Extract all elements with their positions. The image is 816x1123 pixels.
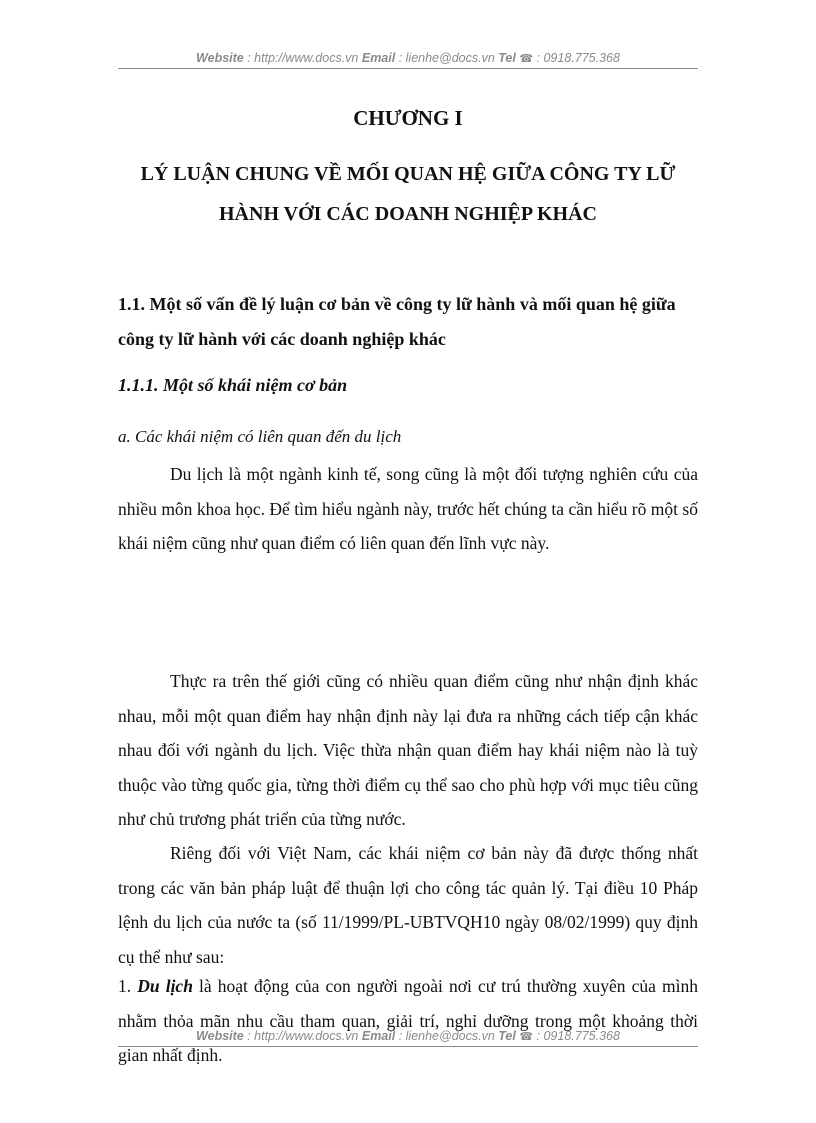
footer-website: : http://www.docs.vn <box>243 1029 362 1043</box>
header-website: : http://www.docs.vn <box>243 51 362 65</box>
page-header <box>118 51 698 69</box>
subsection-heading: 1.1.1. Một số khái niệm cơ bản <box>118 375 348 395</box>
chapter-title <box>118 154 698 234</box>
paragraph-2: Thực ra trên thế giới cũng có nhiều quan điểm cũng như nhận định khác nhau, mỗi một quan điểm hay nhận định này lại đưa ra những cách tiếp cận khác nhau đối với ngành du lịch. Việc thừa nhận quan điểm hay khái niệm nào là tuỳ thuộc vào từng quốc gia, từng thời điểm cụ thể sao cho phù hợp với mục tiêu cũng như chủ trương phát triển của từng nước. <box>118 671 698 829</box>
chapter-title-line2: HÀNH VỚI CÁC DOANH NGHIỆP KHÁC <box>219 203 597 225</box>
footer-email-label: Email <box>361 1029 396 1043</box>
page-footer <box>118 1029 698 1047</box>
phone-icon: ☎ <box>519 53 534 65</box>
definition-text: là hoạt động của con người ngoài nơi cư trú thường xuyên của mình nhằm thỏa mãn nhu cầu tham quan, giải trí, nghỉ dưỡng trong một khoảng thời gian nhất định. <box>118 976 699 1065</box>
header-tel-label: Tel <box>498 51 516 65</box>
chapter-heading: CHƯƠNG I <box>353 106 463 130</box>
list-number: 1. <box>118 976 138 996</box>
footer-email: : lienhe@docs.vn <box>395 1029 499 1043</box>
section-heading: 1.1. Một số vấn đề lý luận cơ bản về công ty lữ hành và mối quan hệ giữa công ty lữ hành với các doanh nghiệp khác <box>118 294 676 349</box>
paragraph-4 <box>118 969 698 1073</box>
phone-icon: ☎ <box>519 1031 534 1043</box>
header-website-label: Website <box>196 51 244 65</box>
footer-tel-label: Tel <box>498 1029 516 1043</box>
subsection-a-heading: a. Các khái niệm có liên quan đến du lịch <box>118 427 402 446</box>
chapter-title-line1: LÝ LUẬN CHUNG VỀ MỐI QUAN HỆ GIỮA CÔNG TY LỮ <box>140 163 676 185</box>
paragraph-3: Riêng đối với Việt Nam, các khái niệm cơ bản này đã được thống nhất trong các văn bản pháp luật để thuận lợi cho công tác quản lý. Tại điều 10 Pháp lệnh du lịch của nước ta (số 11/1999/PL-UBTVQH10 ngày 08/02/1999) quy định cụ thể như sau: <box>118 843 698 967</box>
footer-tel: : 0918.775.368 <box>533 1029 620 1043</box>
footer-website-label: Website <box>196 1029 244 1043</box>
term-du-lich: Du lịch <box>137 976 193 996</box>
paragraph-1: Du lịch là một ngành kinh tế, song cũng là một đối tượng nghiên cứu của nhiều môn khoa học. Để tìm hiểu ngành này, trước hết chúng ta cần hiểu rõ một số khái niệm cũng như quan điểm có liên quan đến lĩnh vực này. <box>118 464 698 553</box>
header-email-label: Email <box>361 51 396 65</box>
header-tel: : 0918.775.368 <box>533 51 620 65</box>
header-email: : lienhe@docs.vn <box>395 51 499 65</box>
